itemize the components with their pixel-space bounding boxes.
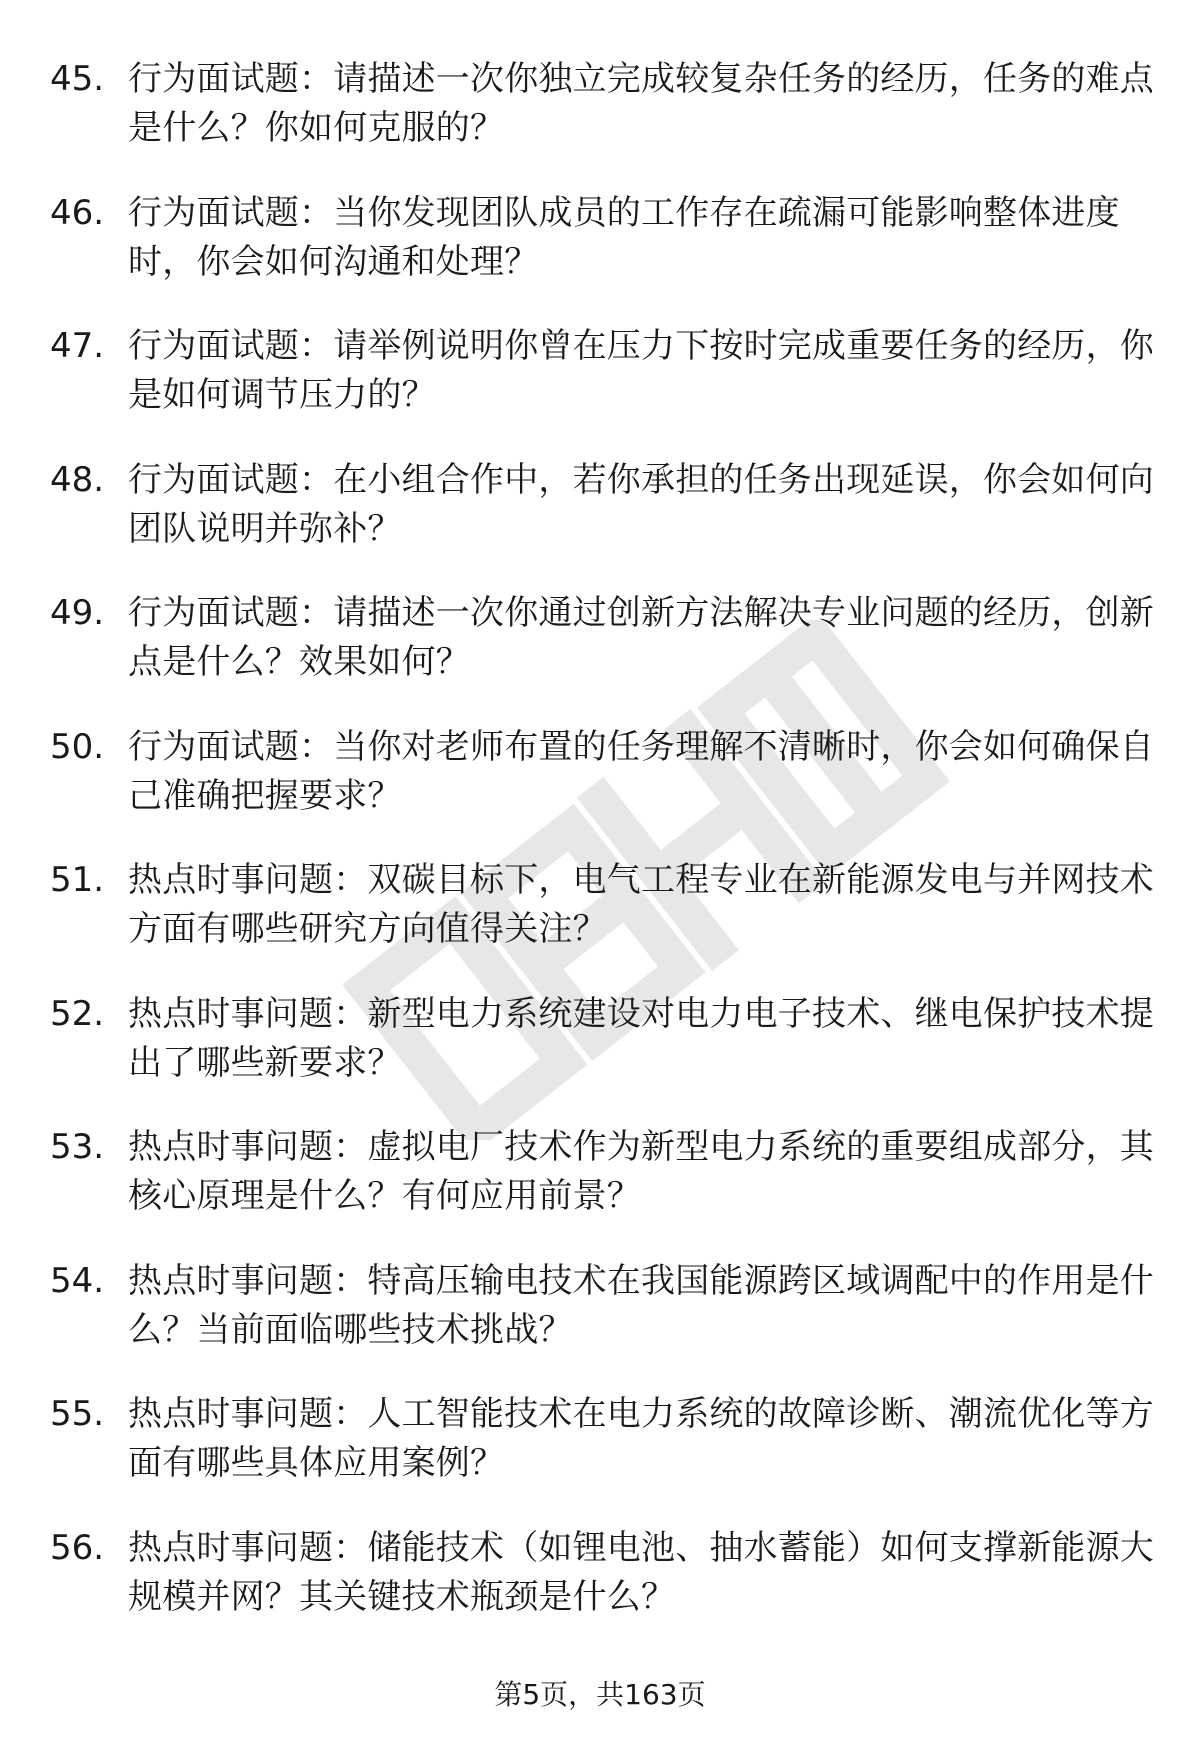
question-text: 热点时事问题：特高压输电技术在我国能源跨区域调配中的作用是什么？当前面临哪些技术挑战？: [128, 1260, 1154, 1350]
question-text: 热点时事问题：双碳目标下，电气工程专业在新能源发电与并网技术方面有哪些研究方向值得关注？: [128, 860, 1154, 949]
question-number: 55.: [50, 1394, 105, 1434]
question-number: 53.: [50, 1127, 105, 1167]
question-text: 热点时事问题：人工智能技术在电力系统的故障诊断、潮流优化等方面有哪些具体应用案例？: [128, 1394, 1154, 1483]
question-text: 行为面试题：当你对老师布置的任务理解不清晰时，你会如何确保自己准确把握要求？: [128, 726, 1154, 816]
question-number: 51.: [50, 860, 105, 900]
question-number: 47.: [50, 326, 105, 366]
question-text: 行为面试题：在小组合作中，若你承担的任务出现延误，你会如何向团队说明并弥补？: [128, 459, 1154, 549]
question-number: 52.: [50, 993, 105, 1034]
question-number: 46.: [50, 192, 105, 233]
list-item: [50, 189, 1155, 323]
question-text: 行为面试题：请举例说明你曾在压力下按时完成重要任务的经历，你是如何调节压力的？: [128, 326, 1154, 415]
list-item: [50, 1524, 1155, 1658]
list-item: [50, 1390, 1155, 1524]
list-item: [50, 856, 1155, 990]
question-text: 行为面试题：请描述一次你独立完成较复杂任务的经历，任务的难点是什么？你如何克服的？: [128, 59, 1154, 148]
list-item: [50, 55, 1155, 189]
question-number: 48.: [50, 459, 105, 500]
question-text: 热点时事问题：新型电力系统建设对电力电子技术、继电保护技术提出了哪些新要求？: [128, 993, 1154, 1083]
list-item: [50, 1123, 1155, 1257]
list-item: [50, 456, 1155, 590]
question-text: 行为面试题：请描述一次你通过创新方法解决专业问题的经历，创新点是什么？效果如何？: [128, 593, 1154, 682]
question-number: 45.: [50, 59, 105, 99]
question-text: 热点时事问题：储能技术（如锂电池、抽水蓄能）如何支撑新能源大规模并网？其关键技术瓶颈是什么？: [128, 1527, 1154, 1617]
question-number: 56.: [50, 1527, 105, 1568]
list-item: [50, 723, 1155, 857]
page-footer: [0, 1675, 1200, 1715]
list-item: [50, 1257, 1155, 1391]
list-item: [50, 990, 1155, 1124]
question-text: 热点时事问题：虚拟电厂技术作为新型电力系统的重要组成部分，其核心原理是什么？有何应用前景？: [128, 1127, 1154, 1216]
question-list: [50, 55, 1155, 1657]
list-item: [50, 322, 1155, 456]
question-number: 50.: [50, 726, 105, 767]
list-item: [50, 589, 1155, 723]
question-number: 54.: [50, 1260, 105, 1301]
page-number-label: 第5页，共163页: [494, 1678, 706, 1711]
question-number: 49.: [50, 593, 105, 633]
question-text: 行为面试题：当你发现团队成员的工作存在疏漏可能影响整体进度时，你会如何沟通和处理？: [128, 192, 1120, 282]
